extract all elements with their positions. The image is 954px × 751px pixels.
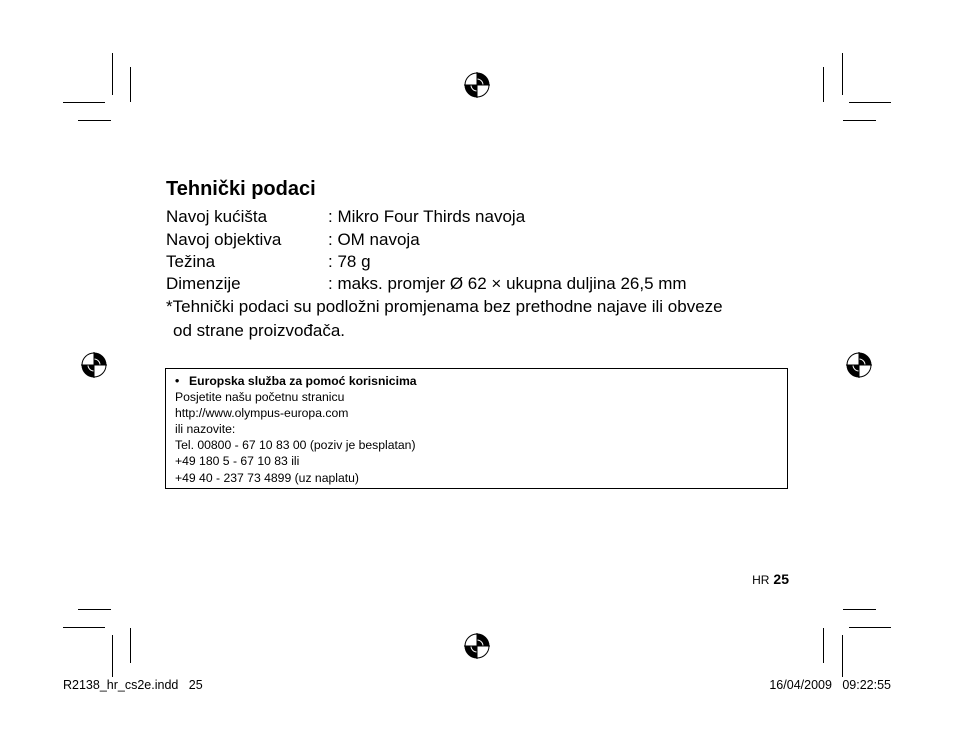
support-line: Posjetite našu početnu stranicu — [175, 390, 345, 405]
spec-note — [166, 295, 723, 343]
spec-value: : maks. promjer Ø 62 × ukupna duljina 26,5 mm — [328, 274, 687, 293]
spec-note-line-2: od strane proizvođača. — [173, 321, 345, 340]
crop-mark-top-left-h2 — [78, 120, 111, 121]
crop-mark-bottom-right-v2 — [842, 635, 843, 677]
spec-label: Navoj kućišta — [166, 207, 268, 226]
crop-mark-bottom-right-v1 — [823, 628, 824, 663]
footer-filename: R2138_hr_cs2e.indd 25 — [63, 678, 203, 692]
support-info-box — [165, 368, 788, 489]
spec-value: : Mikro Four Thirds navoja — [328, 207, 526, 226]
crop-mark-top-right-h2 — [843, 120, 876, 121]
crop-mark-bottom-left-h2 — [63, 627, 105, 628]
page-language: HR — [752, 573, 770, 587]
spec-label: Dimenzije — [166, 274, 241, 293]
support-heading-text: Europska služba za pomoć korisnicima — [189, 374, 417, 388]
spec-value: : 78 g — [328, 252, 371, 271]
support-website-link[interactable]: http://www.olympus-europa.com — [175, 406, 349, 421]
page-number — [752, 571, 789, 589]
spec-note-line-1: *Tehnički podaci su podložni promjenama bez prethodne najave ili obveze — [166, 297, 723, 316]
registration-mark-icon — [846, 352, 872, 378]
crop-mark-bottom-left-v1 — [130, 628, 131, 663]
support-phone-line: +49 180 5 - 67 10 83 ili — [175, 454, 300, 469]
footer-datetime: 16/04/2009 09:22:55 — [769, 678, 891, 692]
crop-mark-bottom-left-v2 — [112, 635, 113, 677]
spec-label: Težina — [166, 252, 216, 271]
crop-mark-bottom-right-h2 — [849, 627, 891, 628]
page-title: Tehnički podaci — [166, 178, 316, 200]
page-number-value: 25 — [773, 571, 789, 587]
crop-mark-top-left-h1 — [63, 102, 105, 103]
crop-mark-top-left-v1 — [112, 53, 113, 95]
crop-mark-top-right-v1 — [842, 53, 843, 95]
registration-mark-icon — [464, 72, 490, 98]
registration-mark-icon — [464, 633, 490, 659]
crop-mark-bottom-right-h1 — [843, 609, 876, 610]
registration-mark-icon — [81, 352, 107, 378]
support-phone-line: +49 40 - 237 73 4899 (uz naplatu) — [175, 470, 359, 485]
crop-mark-top-right-v2 — [823, 67, 824, 102]
crop-mark-top-left-v2 — [130, 67, 131, 102]
crop-mark-bottom-left-h1 — [78, 609, 111, 610]
support-heading — [175, 373, 778, 389]
spec-label: Navoj objektiva — [166, 230, 282, 249]
support-phone-line: Tel. 00800 - 67 10 83 00 (poziv je besplatan) — [175, 438, 416, 453]
spec-value: : OM navoja — [328, 230, 420, 249]
support-line: ili nazovite: — [175, 422, 236, 437]
crop-mark-top-right-h1 — [849, 102, 891, 103]
bullet-icon: • — [175, 374, 180, 388]
